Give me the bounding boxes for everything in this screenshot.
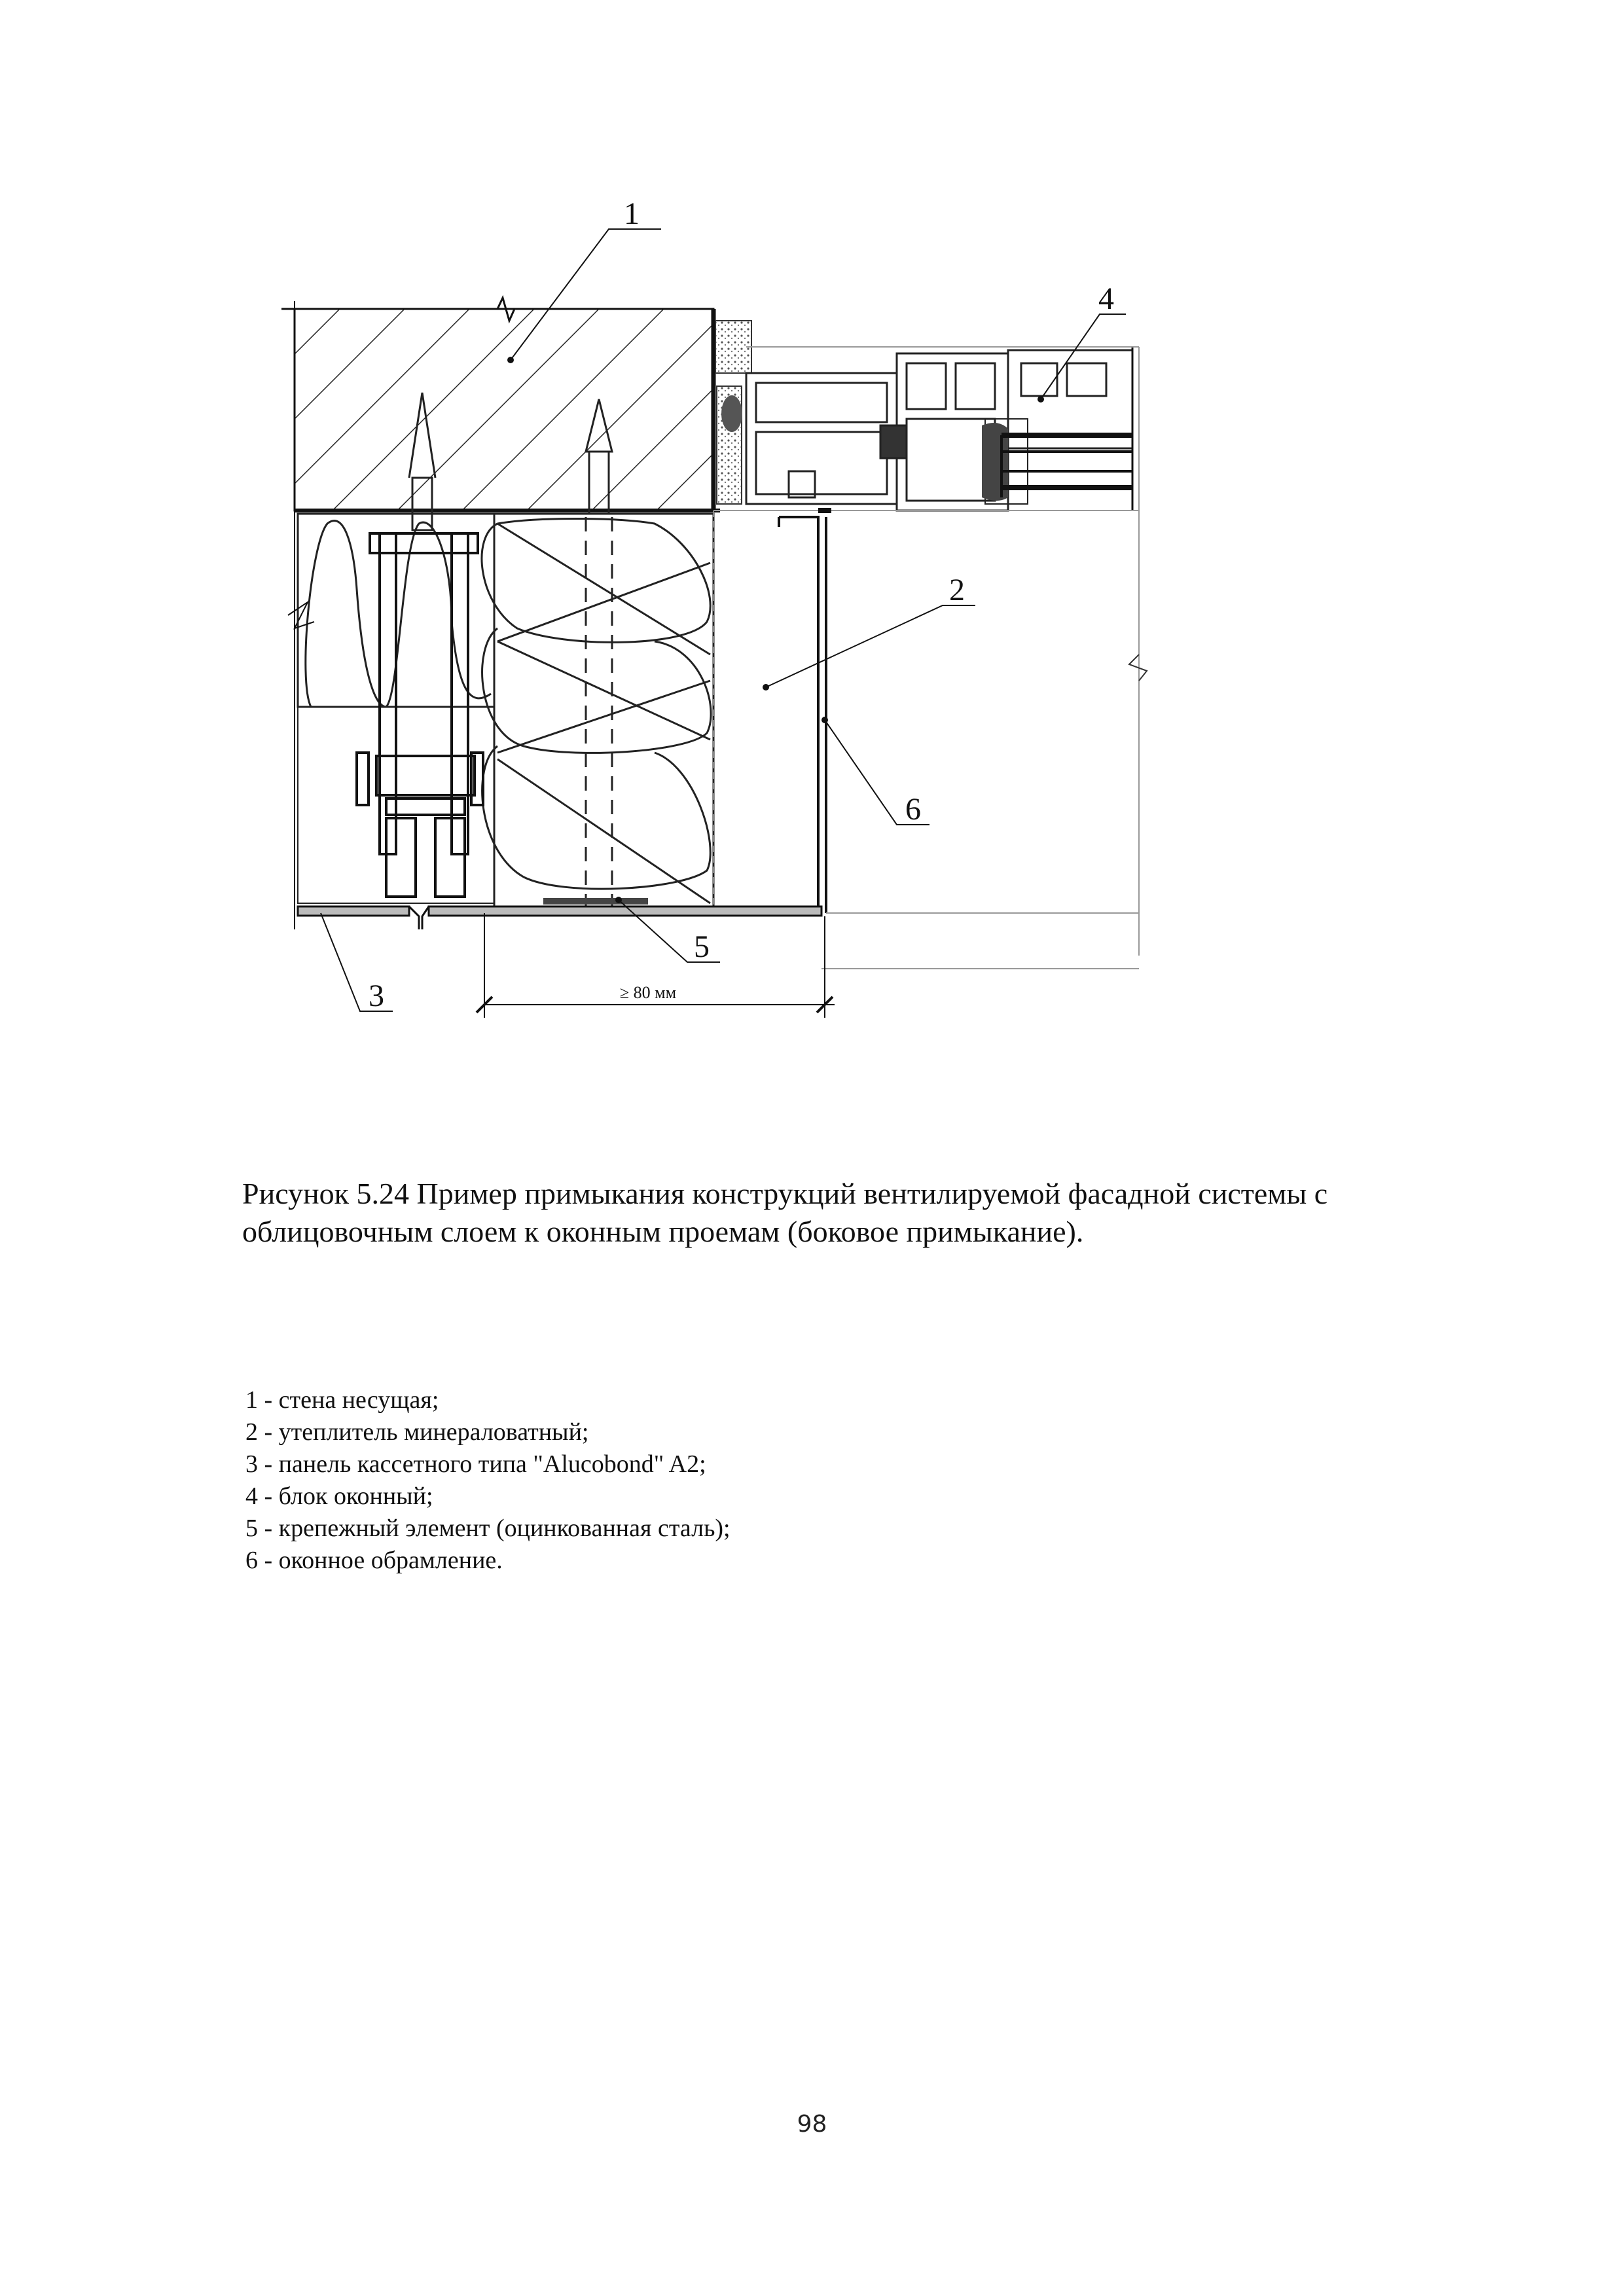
- legend-item: 2 - утеплитель минераловатный;: [245, 1418, 589, 1446]
- figure-legend: [245, 1384, 1424, 1577]
- subframe-profile: [357, 533, 483, 897]
- fastening-element: [543, 898, 648, 905]
- mineral-wool-insulation: [298, 514, 713, 910]
- callout-3: 3: [369, 978, 384, 1013]
- legend-item: 1 - стена несущая;: [245, 1386, 439, 1414]
- legend-item: 4 - блок оконный;: [245, 1482, 433, 1510]
- callout-2: 2: [949, 573, 965, 607]
- window-framing: [779, 511, 831, 913]
- callout-6: 6: [905, 792, 921, 827]
- legend-item: 5 - крепежный элемент (оцинкованная сталь);: [245, 1515, 731, 1542]
- figure-caption: [242, 1175, 1473, 1251]
- callout-1: 1: [624, 196, 640, 231]
- foam-seal: [715, 321, 751, 373]
- caption-line-2: облицовочным слоем к оконным проемам (боковое примыкание).: [242, 1215, 1084, 1248]
- callout-5: 5: [694, 929, 710, 964]
- legend-item: 6 - оконное обрамление.: [245, 1547, 503, 1574]
- page-number: 98: [797, 2111, 827, 2138]
- caption-line-1: Рисунок 5.24 Пример примыкания конструкций вентилируемой фасадной системы с: [242, 1177, 1328, 1210]
- sealing-cord: [721, 395, 742, 432]
- dimension-label: ≥ 80 мм: [619, 983, 677, 1002]
- cassette-panel: [298, 906, 821, 929]
- legend-item: 3 - панель кассетного типа "Alucobond" A2;: [245, 1450, 706, 1478]
- technical-drawing: [0, 0, 1624, 1047]
- dimension-line: [477, 913, 835, 1018]
- callout-4: 4: [1098, 281, 1114, 316]
